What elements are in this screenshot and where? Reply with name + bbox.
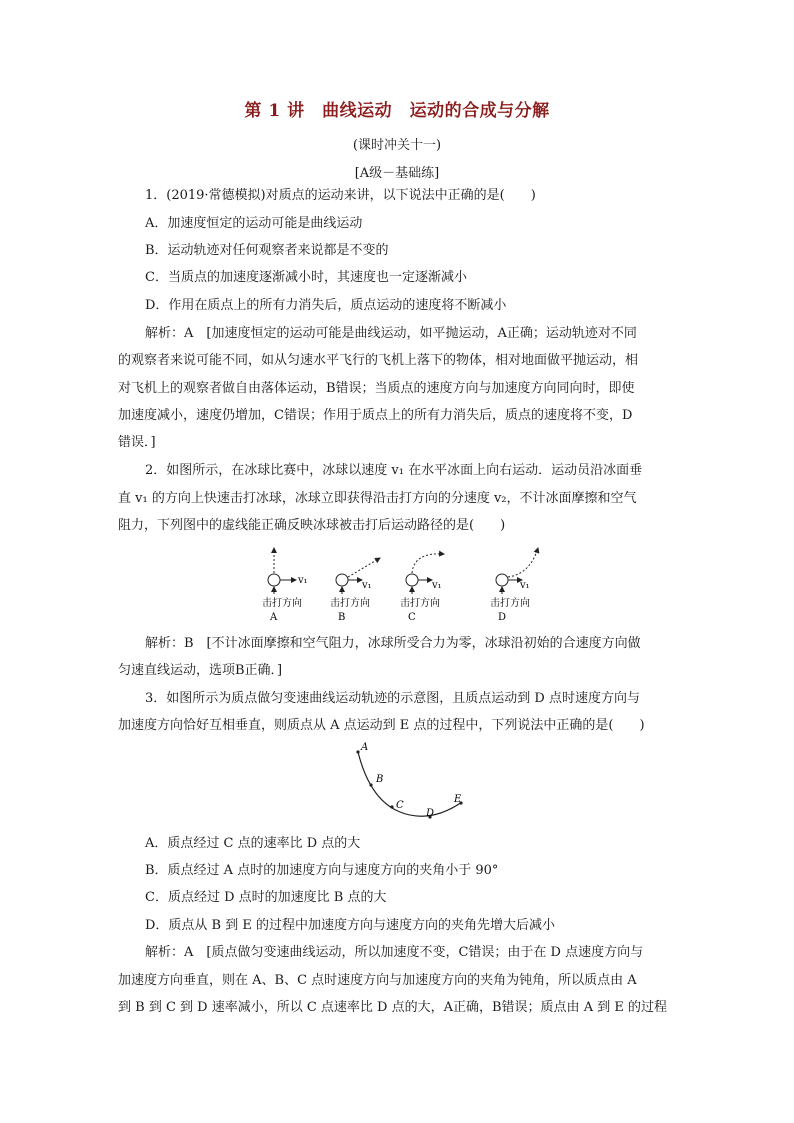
q3-trajectory-figure [340, 740, 480, 825]
q2-stem-line: 2．如图所示，在冰球比赛中，冰球以速度 v₁ 在水平冰面上向右运动．运动员沿冰面垂 [145, 463, 643, 478]
velocity-label: v₁ [298, 575, 308, 586]
point-label-c: C [396, 800, 404, 811]
q2-option-c-diagram [400, 554, 444, 623]
q2-option-d-diagram [490, 548, 538, 623]
option-label: A [270, 612, 278, 623]
page-subtitle: (课时冲关十一) [352, 138, 442, 153]
velocity-label: v₁ [520, 580, 530, 591]
q2-stem-line: 直 v₁ 的方向上快速击打冰球，冰球立即获得沿击打方向的分速度 v₂，不计冰面摩擦和空气 [118, 491, 637, 506]
option-label: D [498, 612, 507, 623]
point-label-a: A [361, 742, 369, 753]
point-label-e: E [454, 794, 462, 805]
q3-analysis-line: 解析：A [质点做匀变速曲线运动，所以加速度不变，C错误；由于在 D 点速度方向与 [145, 945, 644, 960]
q2-analysis-line: 解析：B [不计冰面摩擦和空气阻力，冰球所受合力为零，冰球沿初始的合速度方向做 [145, 636, 641, 651]
hit-direction-label: 击打方向 [330, 598, 370, 609]
q1-option-d: D．作用在质点上的所有力消失后，质点运动的速度将不断减小 [145, 298, 507, 313]
point-label-d: D [426, 808, 435, 819]
q1-analysis-line: 错误．] [118, 435, 156, 450]
option-label: B [338, 612, 346, 623]
q3-stem-line: 加速度方向恰好互相垂直，则质点从 A 点运动到 E 点的过程中，下列说法中正确的是( ) [118, 718, 645, 733]
velocity-label: v₁ [432, 580, 442, 591]
q3-stem-line: 3．如图所示为质点做匀变速曲线运动轨迹的示意图，且质点运动到 D 点时速度方向与 [145, 691, 640, 706]
q2-stem-line: 阻力，下列图中的虚线能正确反映冰球被击打后运动路径的是( ) [118, 518, 506, 533]
hit-direction-label: 击打方向 [490, 598, 530, 609]
q3-option-c: C．质点经过 D 点时的加速度比 B 点的大 [145, 890, 387, 905]
q3-analysis-line: 到 B 到 C 到 D 速率减小，所以 C 点速率比 D 点的大，A正确，B错误；质点由 A 到 E 的过程 [118, 1000, 667, 1015]
q3-analysis-line: 加速度方向垂直，则在 A、B、C 点时速度方向与加速度方向的夹角为钝角，所以质点由 A [118, 973, 637, 988]
velocity-label: v₁ [362, 580, 372, 591]
hit-direction-label: 击打方向 [400, 598, 440, 609]
q3-option-b: B．质点经过 A 点时的加速度方向与速度方向的夹角小于 90° [145, 863, 499, 878]
q1-option-b: B．运动轨迹对任何观察者来说都是不变的 [145, 243, 389, 258]
q1-analysis-line: 的观察者来说可能不同，如从匀速水平飞行的飞机上落下的物体，相对地面做平抛运动，相 [118, 353, 639, 368]
q3-option-a: A．质点经过 C 点的速率比 D 点的大 [145, 836, 361, 851]
q1-option-a: A．加速度恒定的运动可能是曲线运动 [145, 216, 363, 231]
q2-figure [262, 544, 542, 624]
point-label-b: B [376, 774, 384, 785]
q1-analysis-line: 加速度减小，速度仍增加，C错误；作用于质点上的所有力消失后，质点的速度将不变，D [118, 408, 633, 423]
q1-analysis-line: 对飞机上的观察者做自由落体运动，B错误；当质点的速度方向与加速度方向同向时，即使 [118, 381, 635, 396]
option-label: C [408, 612, 416, 623]
q3-option-d: D．质点从 B 到 E 的过程中加速度方向与速度方向的夹角先增大后减小 [145, 918, 555, 933]
page-title: 第 1 讲 曲线运动 运动的合成与分解 [244, 101, 550, 121]
q1-analysis-line: 解析：A [加速度恒定的运动可能是曲线运动，如平抛运动，A正确；运动轨迹对不同 [145, 326, 637, 341]
hit-direction-label: 击打方向 [262, 598, 302, 609]
q2-option-b-diagram [330, 558, 380, 623]
q1-stem: 1．(2019·常德模拟)对质点的运动来讲，以下说法中正确的是( ) [145, 188, 536, 203]
q1-option-c: C．当质点的加速度逐渐减小时，其速度也一定逐渐减小 [145, 270, 467, 285]
level-heading: [A级－基础练] [354, 166, 440, 181]
q2-option-a-diagram [262, 548, 308, 623]
q2-analysis-line: 匀速直线运动，选项B正确．] [118, 663, 283, 678]
